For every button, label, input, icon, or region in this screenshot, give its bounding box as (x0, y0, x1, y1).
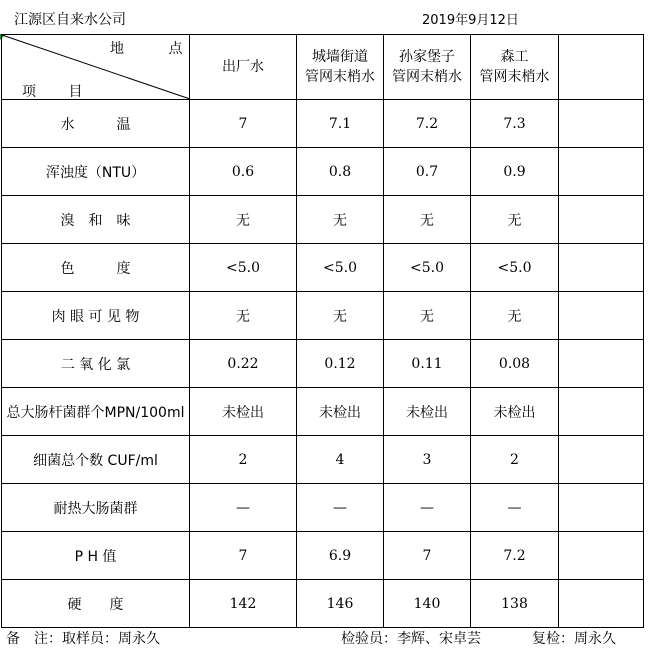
table-cell (559, 292, 644, 340)
table-cell (559, 100, 644, 148)
row-label: 肉 眼 可 见 物 (2, 292, 190, 340)
table-cell: <5.0 (384, 244, 471, 292)
table-cell: 2 (190, 436, 297, 484)
row-label: 溴 和 味 (2, 196, 190, 244)
table-cell (559, 148, 644, 196)
table-cell (559, 532, 644, 580)
table-cell: 7 (384, 532, 471, 580)
table-row (2, 196, 644, 244)
table-cell (559, 484, 644, 532)
column-header (297, 35, 384, 100)
table-row (2, 532, 644, 580)
table-cell: 无 (471, 292, 559, 340)
table-row (2, 244, 644, 292)
item-label: 项 目 (22, 84, 97, 100)
row-label: 水 温 (2, 100, 190, 148)
table-row (2, 580, 644, 628)
table-cell (559, 388, 644, 436)
table-cell: 0.22 (190, 340, 297, 388)
inspector: 检验员：李辉、宋卓芸 (341, 631, 481, 647)
table-cell: 7 (190, 100, 297, 148)
table-cell: 无 (297, 196, 384, 244)
table-cell (559, 436, 644, 484)
table-cell: <5.0 (297, 244, 384, 292)
table-cell: 无 (384, 196, 471, 244)
row-label: 耐热大肠菌群 (2, 484, 190, 532)
table-cell: 0.12 (297, 340, 384, 388)
column-header-text: 孙家堡子 管网末梢水 (392, 49, 462, 85)
table-cell: — (190, 484, 297, 532)
table-row (2, 484, 644, 532)
table-cell: 7.2 (471, 532, 559, 580)
table-cell: 无 (297, 292, 384, 340)
row-label: 色 度 (2, 244, 190, 292)
table-cell: 3 (384, 436, 471, 484)
column-header-text: 城墙街道 管网末梢水 (305, 49, 375, 85)
table-cell (559, 244, 644, 292)
table-row (2, 148, 644, 196)
table-row (2, 100, 644, 148)
row-label: 总大肠杆菌群个MPN/100ml (2, 388, 190, 436)
table-cell: 无 (190, 196, 297, 244)
table-cell: 无 (471, 196, 559, 244)
row-label: 硬 度 (2, 580, 190, 628)
table-cell: 未检出 (297, 388, 384, 436)
table-cell: 4 (297, 436, 384, 484)
report-footer (0, 626, 650, 668)
table-cell: 2 (471, 436, 559, 484)
table-cell: 未检出 (471, 388, 559, 436)
table-cell: 140 (384, 580, 471, 628)
row-label: 细菌总个数 CUF/ml (2, 436, 190, 484)
table-cell: — (297, 484, 384, 532)
table-header-row (2, 35, 644, 100)
column-header (384, 35, 471, 100)
table-cell: 0.08 (471, 340, 559, 388)
table-cell: 0.8 (297, 148, 384, 196)
location-label: 地 点 (110, 41, 203, 57)
table-body (2, 100, 644, 628)
table-row (2, 436, 644, 484)
table-cell: 138 (471, 580, 559, 628)
table-cell: 0.6 (190, 148, 297, 196)
report-date: 2019年9月12日 (422, 13, 519, 28)
table-row (2, 292, 644, 340)
column-header (471, 35, 559, 100)
column-header-empty (559, 35, 644, 100)
reviewer: 复检：周永久 (532, 631, 616, 647)
table-cell: 142 (190, 580, 297, 628)
column-header: 出厂水 (190, 35, 297, 100)
corner-diagonal-cell (2, 35, 203, 100)
row-label: P H 值 (2, 532, 190, 580)
table-cell: 7.1 (297, 100, 384, 148)
table-cell: 7.2 (384, 100, 471, 148)
report-header (0, 0, 650, 34)
company-name: 江源区自来水公司 (14, 12, 126, 28)
table-cell: 7 (190, 532, 297, 580)
table-row (2, 388, 644, 436)
table-cell (559, 196, 644, 244)
table-cell: 7.3 (471, 100, 559, 148)
table-cell: 无 (190, 292, 297, 340)
remark-sampler: 备 注：取样员：周永久 (6, 631, 160, 647)
row-label: 二 氧 化 氯 (2, 340, 190, 388)
table-cell: 无 (384, 292, 471, 340)
table-cell: 0.11 (384, 340, 471, 388)
table-cell: 0.7 (384, 148, 471, 196)
table-cell: <5.0 (471, 244, 559, 292)
table-cell: — (471, 484, 559, 532)
table-cell: <5.0 (190, 244, 297, 292)
table-row (2, 340, 644, 388)
table-cell: 未检出 (190, 388, 297, 436)
table-cell (559, 580, 644, 628)
table-cell: 146 (297, 580, 384, 628)
table-cell: 6.9 (297, 532, 384, 580)
table-cell: 0.9 (471, 148, 559, 196)
table-cell: 未检出 (384, 388, 471, 436)
row-label: 浑浊度（NTU） (2, 148, 190, 196)
table-cell (559, 340, 644, 388)
water-quality-table (1, 34, 644, 628)
table-cell: — (384, 484, 471, 532)
column-header-text: 森工 管网末梢水 (479, 49, 550, 85)
